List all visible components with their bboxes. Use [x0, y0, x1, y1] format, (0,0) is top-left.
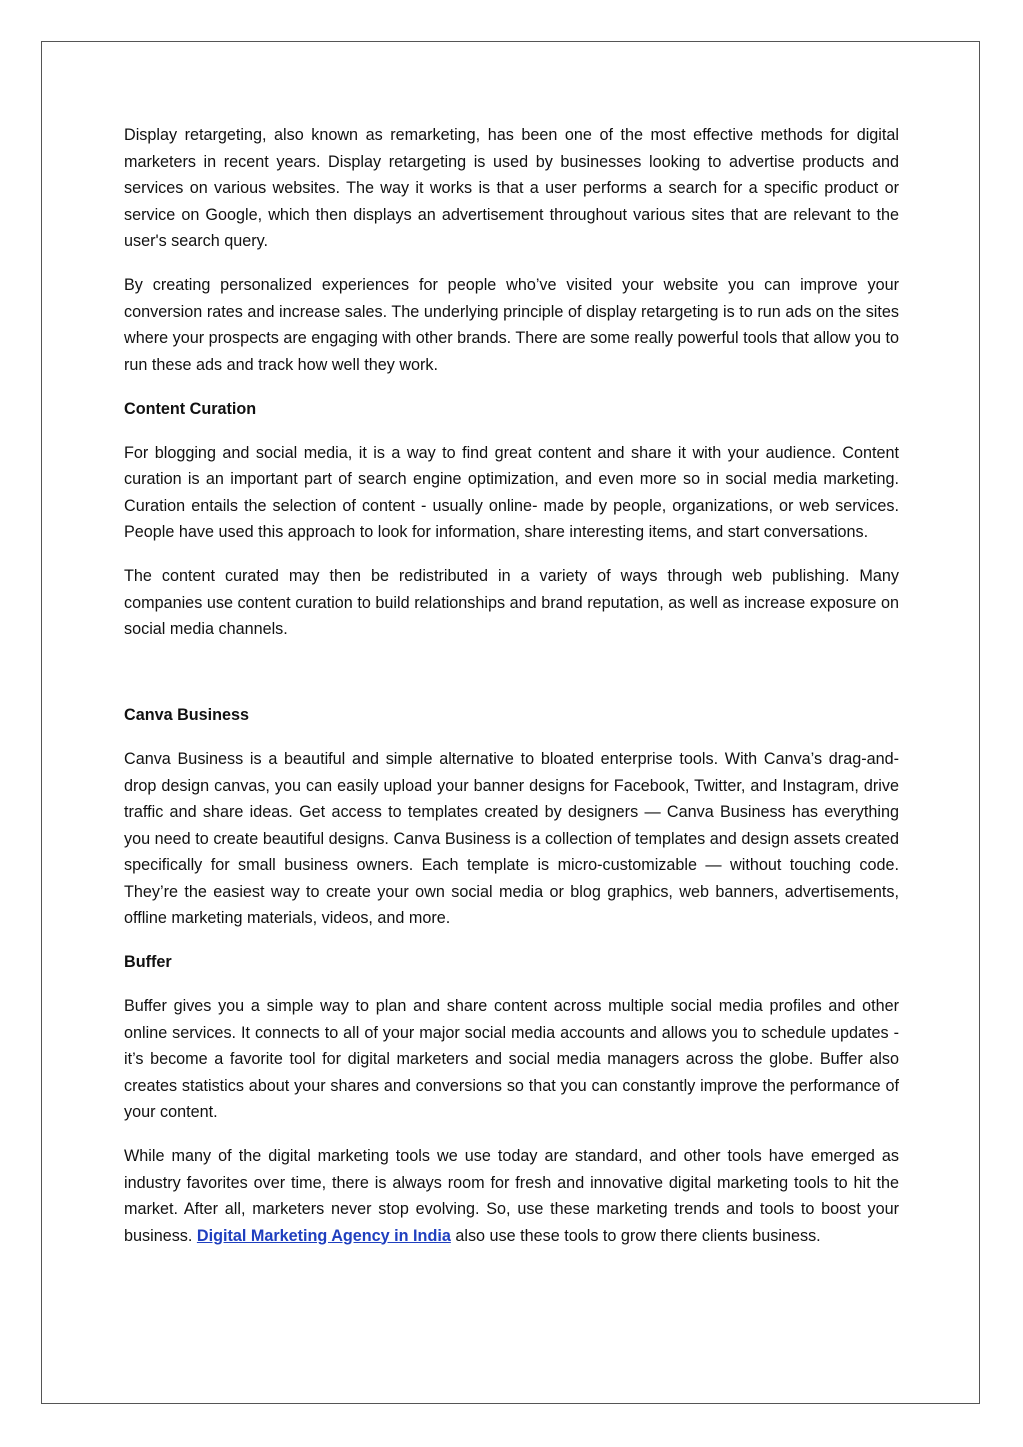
content-curation-paragraph-2: The content curated may then be redistributed in a variety of ways through web publishing. Many companies use content curation to build relationships and brand reputation, as well as increase exposure on social media channels. — [124, 567, 899, 638]
closing-text-after-link: also use these tools to grow there clients business. — [450, 1226, 821, 1245]
digital-marketing-agency-link[interactable]: Digital Marketing Agency in India — [196, 1226, 451, 1245]
content-curation-heading: Content Curation — [124, 399, 257, 418]
content-curation-paragraph-1: For blogging and social media, it is a way to find great content and share it with your audience. Content curation is an important part of search engine optimization, and even more so in social media marketing. Curation entails the selection of content - usually online- made by people, organizations, or web services. People have used this approach to look for information, share interesting items, and start conversations. — [124, 443, 899, 541]
canva-business-heading: Canva Business — [124, 706, 250, 724]
section-spacer — [124, 660, 899, 702]
closing-paragraph — [124, 1143, 899, 1249]
intro-paragraph-1: Display retargeting, also known as remarketing, has been one of the most effective methods for digital marketers in recent years. Display retargeting is used by businesses looking to advertise products and services on various websites. The way it works is that a user performs a search for a specific product or service on Google, which then displays an advertisement throughout various sites that are relevant to the user's search query. — [124, 126, 899, 250]
intro-paragraph-2: By creating personalized experiences for people who’ve visited your website you can improve your conversion rates and increase sales. The underlying principle of display retargeting is to run ads on the sites where your prospects are engaging with other brands. There are some really powerful tools that allow you to run these ads and track how well they work. — [124, 276, 899, 374]
canva-business-paragraph: Canva Business is a beautiful and simple alternative to bloated enterprise tools. With Canva’s drag-and-drop design canvas, you can easily upload your banner designs for Facebook, Twitter, and Instagram, drive traffic and share ideas. Get access to templates created by designers — Canva Business has everything you need to create beautiful designs. Canva Business is a collection of templates and design assets created specifically for small business owners. Each template is micro-customizable — without touching code. They’re the easiest way to create your own social media or blog graphics, web banners, advertisements, offline marketing materials, videos, and more. — [124, 750, 899, 927]
buffer-paragraph: Buffer gives you a simple way to plan and share content across multiple social media profiles and other online services. It connects to all of your major social media accounts and allows you to schedule updates - it’s become a favorite tool for digital marketers and social media managers across the globe. Buffer also creates statistics about your shares and conversions so that you can constantly improve the performance of your content. — [124, 997, 899, 1121]
document-body — [124, 122, 899, 1267]
closing-text-before-link: While many of the digital marketing tools we use today are standard, and other tools have emerged as industry favorites over time, there is always room for fresh and innovative digital marketing tools to hit the market. After all, marketers never stop evolving. So, use these marketing trends and tools to boost your business. — [124, 1147, 899, 1245]
buffer-heading: Buffer — [124, 953, 172, 971]
